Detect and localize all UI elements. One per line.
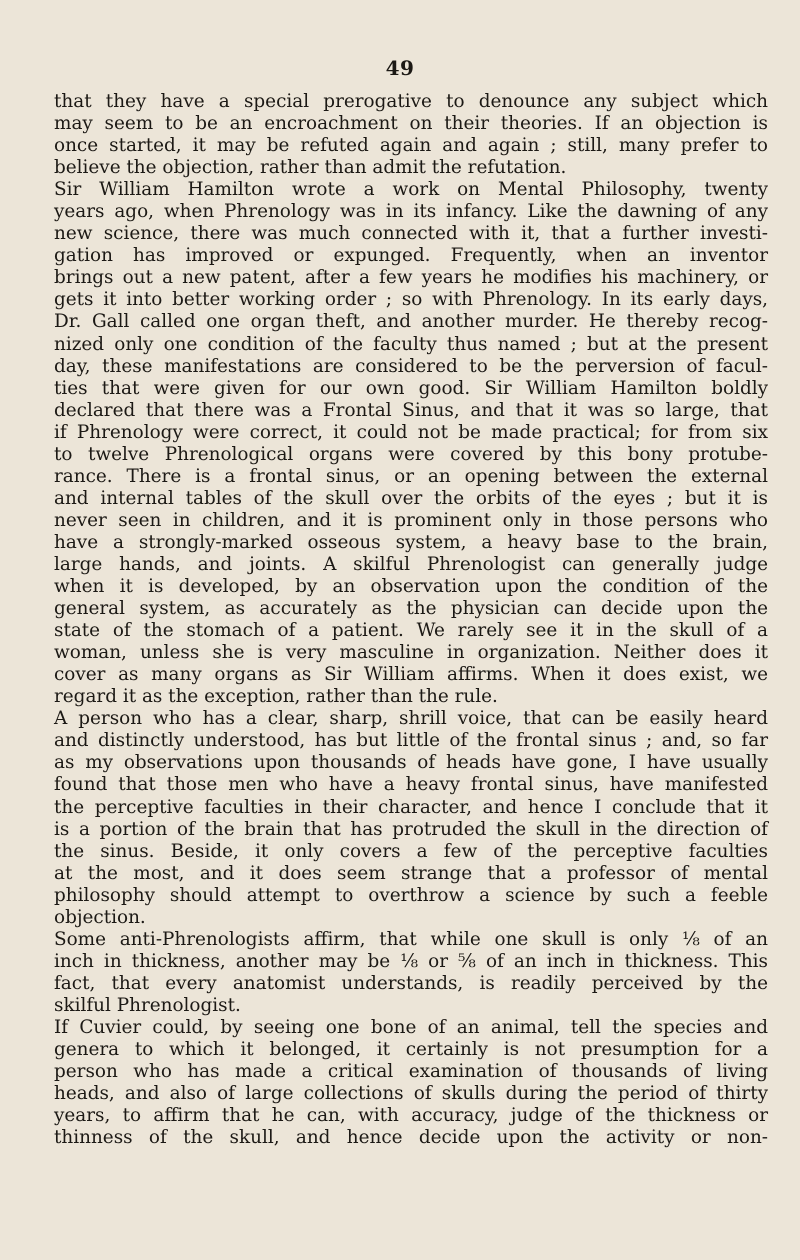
- text-line: woman, unless she is very masculine in organization. Neither does it: [54, 642, 768, 664]
- text-line: philosophy should attempt to overthrow a science by such a feeble: [54, 884, 768, 906]
- text-line: general system, as accurately as the physician can decide upon the: [54, 598, 768, 620]
- text-line: nized only one condition of the faculty thus named ; but at the present: [54, 333, 768, 355]
- text-line: regard it as the exception, rather than the rule.: [54, 686, 498, 708]
- text-line: day, these manifestations are considered to be the perversion of facul-: [54, 355, 768, 377]
- text-line: brings out a new patent, after a few years he modifies his machinery, or: [54, 267, 768, 289]
- text-line: that they have a special prerogative to denounce any subject which: [54, 91, 768, 112]
- text-line: genera to which it belonged, it certainly is not presumption for a: [54, 1039, 768, 1061]
- text-line: ties that were given for our own good. Sir William Hamilton boldly: [54, 377, 768, 399]
- text-line: If Cuvier could, by seeing one bone of an animal, tell the species and: [54, 1016, 768, 1038]
- text-line: large hands, and joints. A skilful Phrenologist can generally judge: [54, 553, 768, 575]
- text-line: thinness of the skull, and hence decide upon the activity or non-: [54, 1127, 768, 1149]
- text-line: is a portion of the brain that has protruded the skull in the direction of: [54, 818, 768, 840]
- text-line: rance. There is a frontal sinus, or an opening between the external: [54, 465, 768, 487]
- text-line: at the most, and it does seem strange that a professor of mental: [54, 862, 768, 884]
- text-line: objection.: [54, 906, 146, 928]
- text-line: A person who has a clear, sharp, shrill voice, that can be easily heard: [54, 708, 768, 730]
- text-line: have a strongly-marked osseous system, a heavy base to the brain,: [54, 531, 768, 553]
- text-line: years ago, when Phrenology was in its infancy. Like the dawning of any: [54, 201, 768, 223]
- text-line: and internal tables of the skull over the orbits of the eyes ; but it is: [54, 487, 768, 509]
- text-line: Sir William Hamilton wrote a work on Mental Philosophy, twenty: [54, 179, 768, 201]
- text-line: fact, that every anatomist understands, is readily perceived by the: [54, 972, 768, 994]
- text-line: Dr. Gall called one organ theft, and another murder. He thereby recog-: [54, 311, 768, 333]
- text-line: believe the objection, rather than admit the refutation.: [54, 157, 567, 179]
- text-line: new science, there was much connected with it, that a further investi-: [54, 223, 768, 245]
- text-line: skilful Phrenologist.: [54, 994, 241, 1016]
- text-line: may seem to be an encroachment on their theories. If an objection is: [54, 113, 768, 135]
- text-line: once started, it may be refuted again and again ; still, many prefer to: [54, 135, 768, 157]
- page-number: 49: [385, 56, 415, 80]
- text-line: as my observations upon thousands of heads have gone, I have usually: [54, 752, 768, 774]
- text-line: Some anti-Phrenologists affirm, that while one skull is only ⅛ of an: [54, 928, 768, 950]
- text-line: found that those men who have a heavy frontal sinus, have manifested: [54, 774, 768, 796]
- body-text: [54, 91, 768, 1149]
- text-line: when it is developed, by an observation upon the condition of the: [54, 576, 768, 598]
- text-line: the sinus. Beside, it only covers a few of the perceptive faculties: [54, 840, 768, 862]
- text-line: gets it into better working order ; so with Phrenology. In its early days,: [54, 289, 768, 311]
- text-line: inch in thickness, another may be ⅛ or ⅝ of an inch in thickness. This: [54, 950, 768, 972]
- text-line: gation has improved or expunged. Frequently, when an inventor: [54, 245, 768, 267]
- text-line: person who has made a critical examination of thousands of living: [54, 1061, 768, 1083]
- text-line: if Phrenology were correct, it could not be made practical; for from six: [54, 421, 768, 443]
- text-line: heads, and also of large collections of skulls during the period of thirty: [54, 1083, 768, 1105]
- text-line: the perceptive faculties in their character, and hence I conclude that it: [54, 796, 768, 818]
- text-line: years, to affirm that he can, with accuracy, judge of the thickness or: [54, 1105, 768, 1127]
- text-line: state of the stomach of a patient. We rarely see it in the skull of a: [54, 620, 768, 642]
- text-line: never seen in children, and it is prominent only in those persons who: [54, 509, 768, 531]
- text-line: cover as many organs as Sir William affirms. When it does exist, we: [54, 664, 768, 686]
- text-line: to twelve Phrenological organs were covered by this bony protube-: [54, 443, 768, 465]
- text-line: declared that there was a Frontal Sinus, and that it was so large, that: [54, 399, 768, 421]
- text-line: and distinctly understood, has but little of the frontal sinus ; and, so far: [54, 730, 768, 752]
